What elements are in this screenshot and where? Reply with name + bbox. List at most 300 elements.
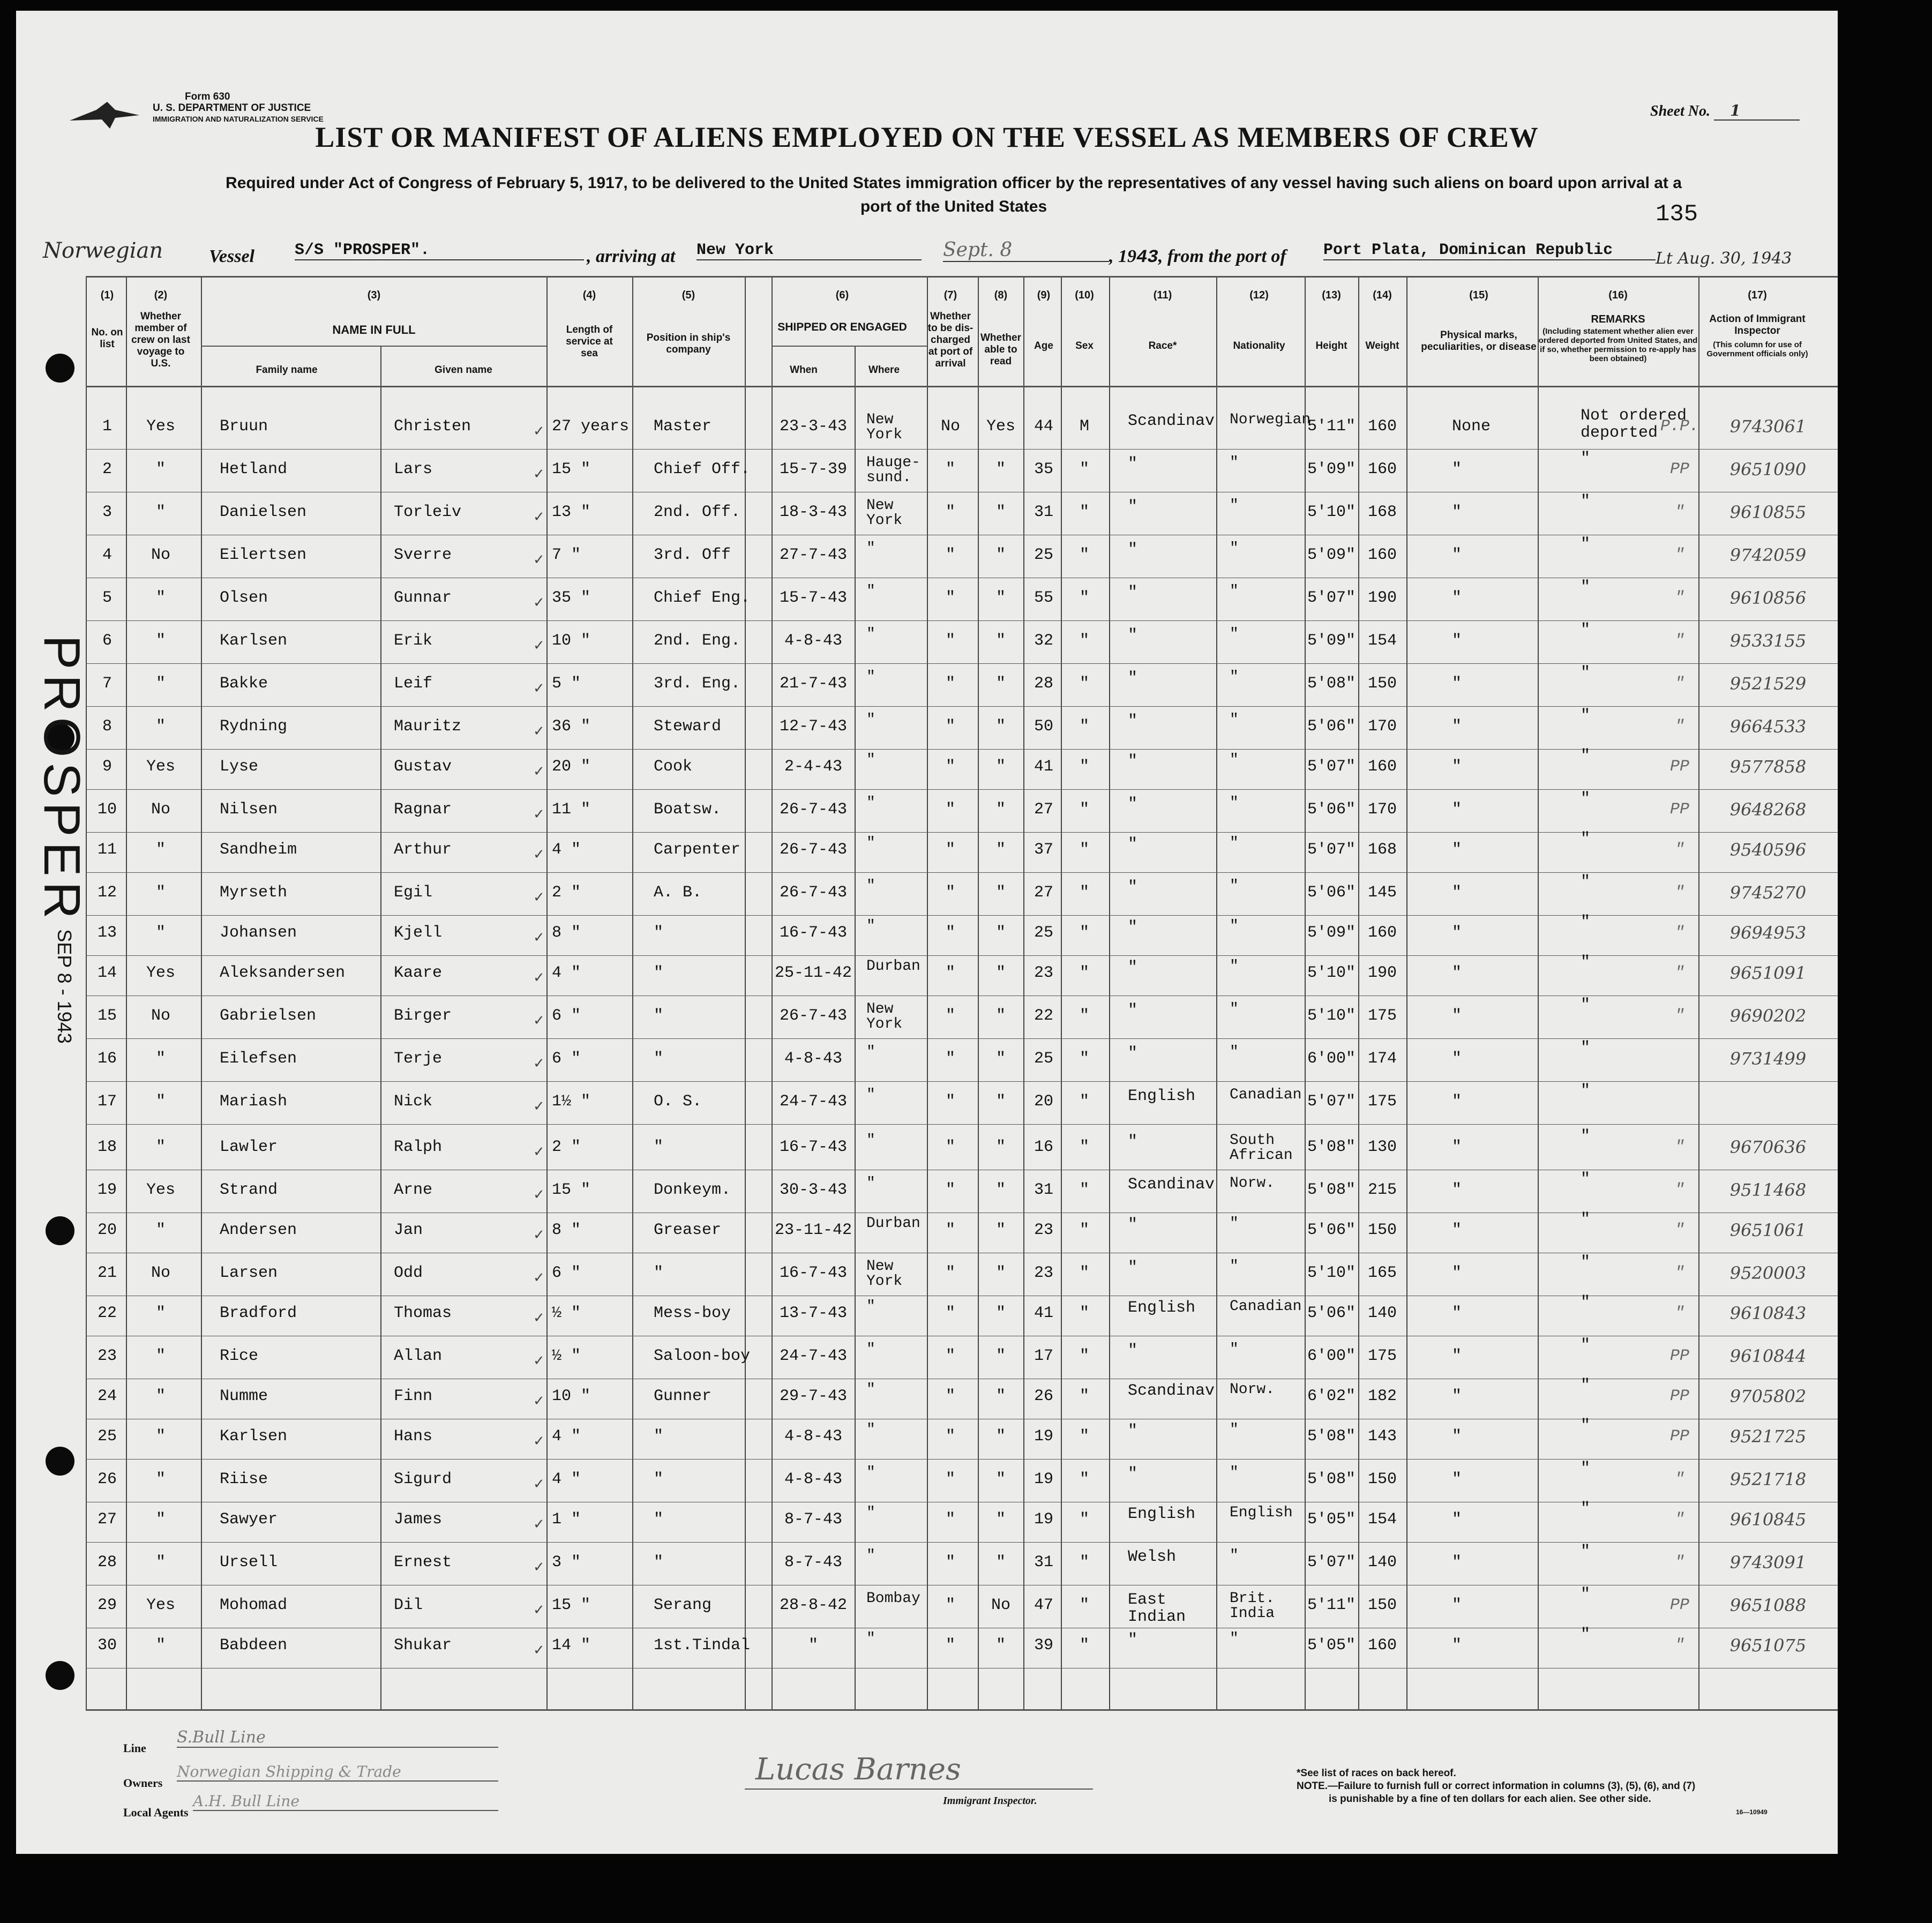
cell-age: 19 bbox=[1034, 1470, 1054, 1488]
cell-sex: " bbox=[1079, 1427, 1090, 1446]
cell-height: 5'07" bbox=[1307, 758, 1356, 776]
row-rule bbox=[86, 789, 1838, 790]
cell-family: Eilertsen bbox=[220, 546, 307, 564]
cell-length: ½ " bbox=[552, 1347, 581, 1365]
cell-initials: " bbox=[1674, 632, 1685, 650]
cell-sex: " bbox=[1079, 717, 1090, 736]
cell-given: Finn bbox=[394, 1387, 433, 1405]
cell-discharged: " bbox=[945, 1427, 956, 1446]
cell-given: Ralph bbox=[394, 1138, 443, 1156]
cell-when: 4-8-43 bbox=[784, 1470, 843, 1488]
print-code: 16—10949 bbox=[1736, 1808, 1768, 1816]
cell-age: 20 bbox=[1034, 1093, 1054, 1111]
manifest-sheet bbox=[16, 11, 1838, 1854]
cell-remarks: " bbox=[1581, 664, 1591, 682]
cell-race: " bbox=[1128, 1044, 1138, 1062]
check-mark-icon: ✓ bbox=[533, 1013, 545, 1029]
header-no: No. on list bbox=[91, 327, 123, 350]
cell-action: 9521529 bbox=[1729, 674, 1807, 694]
cell-remarks: " bbox=[1581, 450, 1591, 468]
cell-where: " bbox=[866, 1381, 875, 1398]
departure-port: Port Plata, Dominican Republic bbox=[1323, 241, 1656, 260]
cell-race: " bbox=[1128, 1133, 1138, 1151]
cell-where: " bbox=[866, 1341, 875, 1358]
cell-length: 10 " bbox=[552, 632, 591, 650]
cell-length: 10 " bbox=[552, 1387, 591, 1405]
cell-read: " bbox=[995, 589, 1006, 607]
header-action: Action of Immigrant Inspector bbox=[1709, 313, 1806, 336]
cell-nationality: " bbox=[1230, 1258, 1239, 1275]
cell-given: Arthur bbox=[394, 841, 452, 859]
cell-physical: " bbox=[1452, 924, 1462, 942]
cell-given: Birger bbox=[394, 1007, 452, 1025]
header-given: Given name bbox=[435, 364, 492, 376]
cell-length: 13 " bbox=[552, 503, 591, 521]
cell-race: Welsh bbox=[1128, 1548, 1177, 1566]
cell-family: Andersen bbox=[220, 1221, 297, 1239]
cell-action: 9651091 bbox=[1729, 963, 1807, 983]
cell-nationality: " bbox=[1230, 795, 1239, 811]
cell-when: 16-7-43 bbox=[779, 924, 848, 942]
check-mark-icon: ✓ bbox=[533, 930, 545, 946]
cell-age: 27 bbox=[1034, 800, 1054, 819]
cell-when: 8-7-43 bbox=[784, 1510, 843, 1529]
cell-no: 21 bbox=[97, 1264, 117, 1282]
cell-weight: 190 bbox=[1367, 964, 1397, 982]
cell-age: 23 bbox=[1034, 1221, 1054, 1239]
col-num: (6) bbox=[835, 289, 849, 301]
cell-nationality: Norw. bbox=[1230, 1175, 1275, 1192]
cell-discharged: " bbox=[945, 1636, 956, 1655]
cell-when: 24-7-43 bbox=[779, 1347, 848, 1365]
cell-when: 21-7-43 bbox=[779, 675, 848, 693]
cell-read: " bbox=[995, 675, 1006, 693]
cell-position: " bbox=[654, 1264, 664, 1282]
cell-when: 4-8-43 bbox=[784, 1050, 843, 1068]
cell-remarks: " bbox=[1581, 535, 1591, 553]
cell-member: " bbox=[155, 632, 166, 650]
cell-position: A. B. bbox=[654, 884, 702, 902]
cell-discharged: " bbox=[945, 884, 956, 902]
cell-position: Gunner bbox=[654, 1387, 712, 1405]
cell-where: " bbox=[866, 1464, 875, 1481]
col-num: (12) bbox=[1249, 289, 1269, 301]
cell-discharged: " bbox=[945, 924, 956, 942]
cell-initials: " bbox=[1674, 964, 1685, 982]
check-mark-icon: ✓ bbox=[533, 595, 545, 611]
cell-discharged: " bbox=[945, 1093, 956, 1111]
cell-nationality: " bbox=[1230, 958, 1239, 975]
cell-position: Master bbox=[654, 417, 712, 436]
cell-remarks: " bbox=[1581, 830, 1591, 848]
cell-position: " bbox=[654, 1050, 664, 1068]
signature-line bbox=[745, 1789, 1093, 1790]
cell-weight: 175 bbox=[1367, 1347, 1397, 1365]
cell-length: 14 " bbox=[552, 1636, 591, 1655]
cell-when: 15-7-39 bbox=[779, 460, 848, 478]
check-mark-icon: ✓ bbox=[533, 466, 545, 482]
cell-position: 3rd. Off bbox=[654, 546, 731, 564]
cell-remarks: " bbox=[1581, 1253, 1591, 1271]
cell-physical: " bbox=[1452, 460, 1462, 478]
cell-where: Hauge-sund. bbox=[866, 454, 920, 486]
cell-action: 9745270 bbox=[1729, 882, 1807, 903]
cell-age: 19 bbox=[1034, 1427, 1054, 1446]
cell-weight: 140 bbox=[1367, 1304, 1397, 1322]
cell-position: " bbox=[654, 964, 664, 982]
cell-weight: 168 bbox=[1367, 503, 1397, 521]
departure-date: Lt Aug. 30, 1943 bbox=[1656, 249, 1792, 268]
cell-position: " bbox=[654, 1138, 664, 1156]
col-num: (8) bbox=[994, 289, 1008, 301]
check-mark-icon: ✓ bbox=[533, 847, 545, 863]
cell-height: 5'10" bbox=[1307, 1264, 1356, 1282]
cell-race: " bbox=[1128, 959, 1138, 977]
cell-when: 4-8-43 bbox=[784, 1427, 843, 1446]
cell-height: 5'09" bbox=[1307, 546, 1356, 564]
cell-member: " bbox=[155, 1470, 166, 1488]
arrival-date: Sept. 8 bbox=[943, 239, 1109, 262]
column-rule bbox=[1358, 276, 1359, 1709]
cell-height: 5'07" bbox=[1307, 841, 1356, 859]
cell-position: " bbox=[654, 924, 664, 942]
cell-height: 5'10" bbox=[1307, 503, 1356, 521]
cell-length: 35 " bbox=[552, 589, 591, 607]
header-remarks: REMARKS bbox=[1591, 313, 1645, 325]
cell-weight: 190 bbox=[1367, 589, 1397, 607]
cell-when: 18-3-43 bbox=[779, 503, 848, 521]
cell-no: 25 bbox=[97, 1427, 117, 1446]
cell-family: Aleksandersen bbox=[220, 964, 346, 982]
header-shipped: SHIPPED OR ENGAGED bbox=[777, 321, 907, 333]
check-mark-icon: ✓ bbox=[533, 1559, 545, 1575]
cell-member: " bbox=[155, 460, 166, 478]
row-rule bbox=[86, 872, 1838, 873]
cell-remarks: " bbox=[1581, 953, 1591, 971]
vessel-flag: Norwegian bbox=[43, 238, 163, 263]
cell-physical: " bbox=[1452, 1553, 1462, 1572]
cell-race: " bbox=[1128, 541, 1138, 559]
col-num: (13) bbox=[1322, 289, 1341, 301]
cell-initials: " bbox=[1674, 1470, 1685, 1488]
cell-given: Ernest bbox=[394, 1553, 452, 1572]
cell-member: " bbox=[155, 1636, 166, 1655]
cell-nationality: " bbox=[1230, 1001, 1239, 1017]
cell-discharged: " bbox=[945, 1470, 956, 1488]
col-num: (3) bbox=[367, 289, 381, 301]
stamp-date: SEP 8 - 1943 bbox=[54, 929, 76, 1044]
cell-height: 5'06" bbox=[1307, 1304, 1356, 1322]
check-mark-icon: ✓ bbox=[533, 970, 545, 986]
cell-no: 8 bbox=[102, 717, 113, 736]
cell-when: 16-7-43 bbox=[779, 1264, 848, 1282]
cell-weight: 160 bbox=[1367, 546, 1397, 564]
cell-initials: " bbox=[1674, 1221, 1685, 1239]
check-mark-icon: ✓ bbox=[533, 552, 545, 568]
cell-initials: " bbox=[1674, 675, 1685, 693]
cell-sex: " bbox=[1079, 1387, 1090, 1405]
cell-remarks: " bbox=[1581, 1082, 1591, 1100]
col-num: (2) bbox=[154, 289, 168, 301]
check-mark-icon: ✓ bbox=[533, 1098, 545, 1114]
cell-length: 15 " bbox=[552, 1181, 591, 1199]
header-physical: Physical marks, peculiarities, or disease bbox=[1421, 330, 1537, 353]
cell-discharged: " bbox=[945, 758, 956, 776]
col-num: (7) bbox=[943, 289, 957, 301]
agents-value: A.H. Bull Line bbox=[193, 1792, 498, 1811]
cell-initials: " bbox=[1674, 546, 1685, 564]
cell-weight: 165 bbox=[1367, 1264, 1397, 1282]
cell-family: Mariash bbox=[220, 1093, 288, 1111]
cell-physical: " bbox=[1452, 1007, 1462, 1025]
column-rule bbox=[1023, 276, 1024, 1709]
cell-discharged: " bbox=[945, 503, 956, 521]
cell-read: Yes bbox=[986, 417, 1016, 436]
cell-action: 9705802 bbox=[1729, 1386, 1807, 1406]
cell-when: 26-7-43 bbox=[779, 841, 848, 859]
cell-where: " bbox=[866, 752, 875, 768]
cell-where: " bbox=[866, 1298, 875, 1315]
cell-age: 37 bbox=[1034, 841, 1054, 859]
cell-discharged: " bbox=[945, 1596, 956, 1614]
cell-race: " bbox=[1128, 1342, 1138, 1360]
cell-age: 35 bbox=[1034, 460, 1054, 478]
cell-no: 5 bbox=[102, 589, 113, 607]
row-rule bbox=[86, 386, 1838, 387]
cell-sex: " bbox=[1079, 503, 1090, 521]
cell-sex: " bbox=[1079, 1553, 1090, 1572]
cell-race: " bbox=[1128, 1631, 1138, 1649]
cell-family: Sawyer bbox=[220, 1510, 278, 1529]
cell-read: " bbox=[995, 546, 1006, 564]
cell-length: ½ " bbox=[552, 1304, 581, 1322]
cell-no: 20 bbox=[97, 1221, 117, 1239]
cell-where: " bbox=[866, 918, 875, 934]
col-num: (4) bbox=[582, 289, 596, 301]
cell-discharged: " bbox=[945, 1553, 956, 1572]
cell-initials: " bbox=[1674, 1138, 1685, 1156]
cell-sex: " bbox=[1079, 589, 1090, 607]
cell-no: 6 bbox=[102, 632, 113, 650]
cell-height: 5'09" bbox=[1307, 632, 1356, 650]
cell-member: Yes bbox=[146, 1596, 176, 1614]
column-rule bbox=[1305, 276, 1306, 1709]
cell-length: 7 " bbox=[552, 546, 581, 564]
cell-given: Dil bbox=[394, 1596, 423, 1614]
cell-weight: 160 bbox=[1367, 417, 1397, 436]
header-age: Age bbox=[1034, 340, 1053, 351]
cell-no: 2 bbox=[102, 460, 113, 478]
cell-discharged: " bbox=[945, 717, 956, 736]
cell-sex: " bbox=[1079, 1221, 1090, 1239]
cell-physical: " bbox=[1452, 1221, 1462, 1239]
cell-given: Thomas bbox=[394, 1304, 452, 1322]
cell-given: James bbox=[394, 1510, 443, 1529]
cell-given: Arne bbox=[394, 1181, 433, 1199]
cell-length: 4 " bbox=[552, 1427, 581, 1446]
cell-given: Leif bbox=[394, 675, 433, 693]
cell-sex: " bbox=[1079, 841, 1090, 859]
cell-where: " bbox=[866, 1132, 875, 1149]
cell-family: Numme bbox=[220, 1387, 268, 1405]
cell-family: Strand bbox=[220, 1181, 278, 1199]
cell-remarks: " bbox=[1581, 1336, 1591, 1355]
cell-nationality: " bbox=[1230, 712, 1239, 728]
cell-action: 9610856 bbox=[1729, 588, 1807, 608]
cell-nationality: " bbox=[1230, 669, 1239, 685]
cell-physical: " bbox=[1452, 1427, 1462, 1446]
cell-discharged: " bbox=[945, 589, 956, 607]
cell-where: " bbox=[866, 878, 875, 894]
cell-read: " bbox=[995, 1138, 1006, 1156]
cell-height: 5'06" bbox=[1307, 717, 1356, 736]
cell-member: " bbox=[155, 675, 166, 693]
cell-nationality: " bbox=[1230, 497, 1239, 514]
cell-read: " bbox=[995, 1050, 1006, 1068]
cell-no: 11 bbox=[97, 841, 117, 859]
cell-weight: 160 bbox=[1367, 460, 1397, 478]
sheet-number-label: Sheet No. 1 bbox=[1650, 102, 1800, 121]
vessel-name: S/S "PROSPER". bbox=[295, 241, 584, 260]
check-mark-icon: ✓ bbox=[533, 1602, 545, 1618]
row-rule bbox=[86, 1709, 1838, 1711]
fine-note-2: is punishable by a fine of ten dollars for each alien. See other side. bbox=[1329, 1793, 1651, 1805]
cell-race: Scandinav bbox=[1128, 412, 1215, 430]
cell-position: Chief Off. bbox=[654, 460, 751, 478]
cell-no: 12 bbox=[97, 884, 117, 902]
cell-remarks: " bbox=[1581, 621, 1591, 639]
cell-nationality: " bbox=[1230, 1421, 1239, 1438]
cell-weight: 160 bbox=[1367, 1636, 1397, 1655]
cell-weight: 154 bbox=[1367, 1510, 1397, 1529]
cell-read: " bbox=[995, 1221, 1006, 1239]
cell-discharged: " bbox=[945, 632, 956, 650]
header-race: Race* bbox=[1148, 340, 1177, 351]
cell-family: Ursell bbox=[220, 1553, 278, 1572]
cell-where: " bbox=[866, 1175, 875, 1192]
cell-weight: 150 bbox=[1367, 1470, 1397, 1488]
check-mark-icon: ✓ bbox=[533, 423, 545, 439]
fine-note-1: NOTE.—Failure to furnish full or correct information in columns (3), (5), (6), and (7) bbox=[1297, 1780, 1696, 1792]
cell-family: Larsen bbox=[220, 1264, 278, 1282]
cell-no: 9 bbox=[102, 758, 113, 776]
cell-no: 19 bbox=[97, 1181, 117, 1199]
check-mark-icon: ✓ bbox=[533, 1270, 545, 1286]
cell-position: Chief Eng. bbox=[654, 589, 751, 607]
cell-read: No bbox=[991, 1596, 1011, 1614]
cell-remarks: " bbox=[1581, 913, 1591, 931]
cell-sex: " bbox=[1079, 1596, 1090, 1614]
cell-member: " bbox=[155, 924, 166, 942]
cell-sex: " bbox=[1079, 924, 1090, 942]
cell-family: Mohomad bbox=[220, 1596, 288, 1614]
footer-notes bbox=[1297, 1767, 1695, 1806]
cell-where: New York bbox=[866, 1001, 903, 1032]
column-rule bbox=[1216, 276, 1217, 1709]
cell-discharged: " bbox=[945, 1347, 956, 1365]
cell-height: 6'00" bbox=[1307, 1347, 1356, 1365]
arrival-year: 43 bbox=[1136, 248, 1158, 268]
cell-initials: " bbox=[1674, 884, 1685, 902]
cell-length: 6 " bbox=[552, 1007, 581, 1025]
cell-action: 9664533 bbox=[1729, 716, 1807, 737]
cell-no: 18 bbox=[97, 1138, 117, 1156]
cell-age: 23 bbox=[1034, 964, 1054, 982]
cell-physical: " bbox=[1452, 1510, 1462, 1529]
cell-sex: " bbox=[1079, 758, 1090, 776]
cell-family: Sandheim bbox=[220, 841, 297, 859]
cell-sex: " bbox=[1079, 1138, 1090, 1156]
cell-physical: " bbox=[1452, 1264, 1462, 1282]
cell-physical: " bbox=[1452, 1596, 1462, 1614]
header-weight: Weight bbox=[1365, 340, 1399, 351]
cell-member: Yes bbox=[146, 964, 176, 982]
cell-nationality: " bbox=[1230, 1547, 1239, 1564]
cell-length: 4 " bbox=[552, 1470, 581, 1488]
cell-length: 11 " bbox=[552, 800, 591, 819]
cell-sex: " bbox=[1079, 460, 1090, 478]
cell-given: Kjell bbox=[394, 924, 443, 942]
cell-race: " bbox=[1128, 455, 1138, 473]
cell-given: Mauritz bbox=[394, 717, 462, 736]
cell-nationality: " bbox=[1230, 1215, 1239, 1232]
cell-physical: " bbox=[1452, 717, 1462, 736]
cell-age: 55 bbox=[1034, 589, 1054, 607]
cell-age: 31 bbox=[1034, 1181, 1054, 1199]
cell-weight: 140 bbox=[1367, 1553, 1397, 1572]
cell-discharged: No bbox=[940, 417, 961, 436]
cell-length: 4 " bbox=[552, 964, 581, 982]
check-mark-icon: ✓ bbox=[533, 1353, 545, 1369]
check-mark-icon: ✓ bbox=[533, 1310, 545, 1326]
cell-physical: " bbox=[1452, 1304, 1462, 1322]
cell-discharged: " bbox=[945, 1264, 956, 1282]
cell-sex: " bbox=[1079, 1304, 1090, 1322]
row-rule bbox=[86, 706, 1838, 707]
column-rule bbox=[380, 346, 381, 1709]
cell-member: " bbox=[155, 1050, 166, 1068]
cell-family: Lyse bbox=[220, 758, 259, 776]
cell-given: Jan bbox=[394, 1221, 423, 1239]
cell-length: 6 " bbox=[552, 1050, 581, 1068]
cell-weight: 175 bbox=[1367, 1093, 1397, 1111]
col-num: (11) bbox=[1153, 289, 1172, 301]
cell-position: Steward bbox=[654, 717, 722, 736]
cell-length: 15 " bbox=[552, 460, 591, 478]
cell-initials: " bbox=[1674, 841, 1685, 859]
cell-remarks: " bbox=[1581, 1210, 1591, 1229]
cell-race: " bbox=[1128, 918, 1138, 937]
cell-height: 6'00" bbox=[1307, 1050, 1356, 1068]
cell-race: " bbox=[1128, 1465, 1138, 1483]
cell-given: Ragnar bbox=[394, 800, 452, 819]
cell-no: 22 bbox=[97, 1304, 117, 1322]
header-sex: Sex bbox=[1075, 340, 1094, 351]
cell-nationality: " bbox=[1230, 1630, 1239, 1647]
cell-given: Erik bbox=[394, 632, 433, 650]
cell-age: 17 bbox=[1034, 1347, 1054, 1365]
cell-weight: 150 bbox=[1367, 675, 1397, 693]
department-name: U. S. DEPARTMENT OF JUSTICE bbox=[153, 102, 311, 114]
cell-initials: " bbox=[1674, 717, 1685, 736]
cell-length: 2 " bbox=[552, 884, 581, 902]
check-mark-icon: ✓ bbox=[533, 1476, 545, 1492]
cell-physical: " bbox=[1452, 800, 1462, 819]
row-rule bbox=[86, 663, 1838, 664]
cell-member: " bbox=[155, 1093, 166, 1111]
cell-race: " bbox=[1128, 878, 1138, 896]
cell-position: 2nd. Eng. bbox=[654, 632, 741, 650]
